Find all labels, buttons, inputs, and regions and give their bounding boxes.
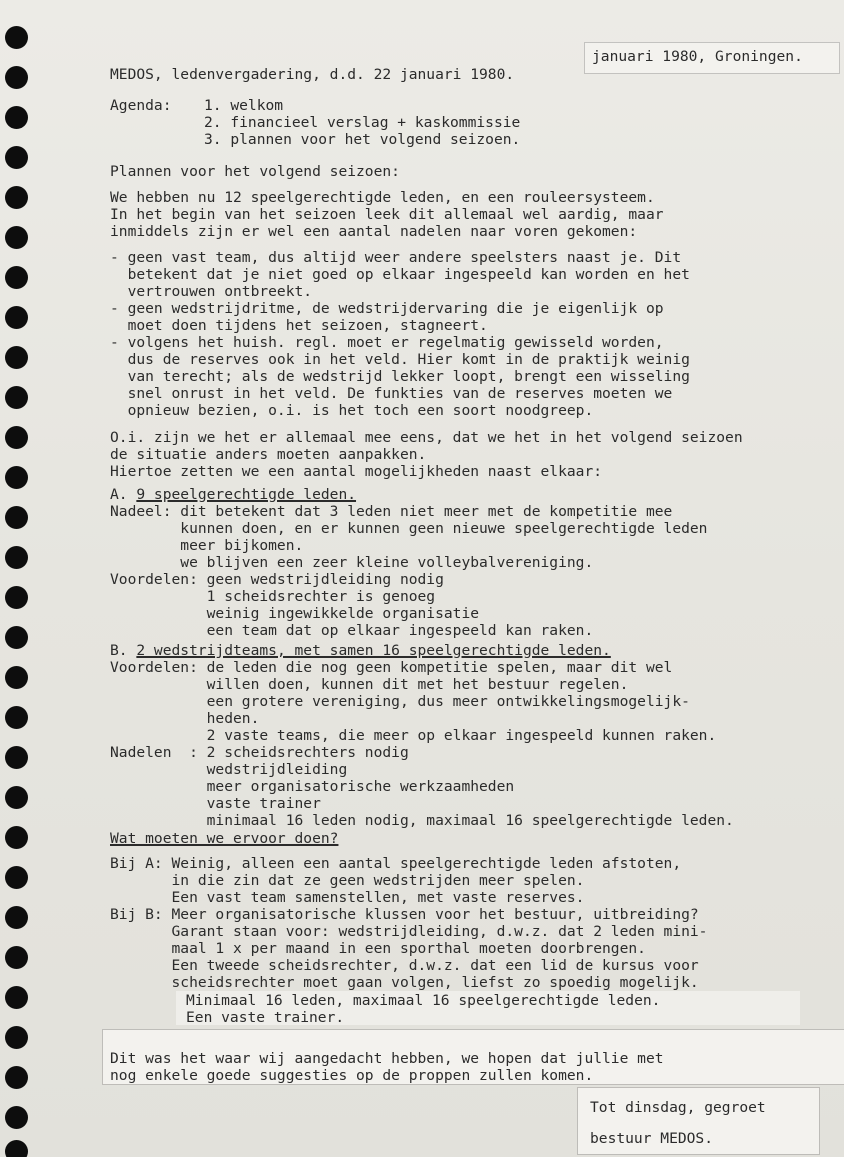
option-b-line: Nadelen : 2 scheidsrechters nodig xyxy=(110,744,409,761)
conclusion-line: O.i. zijn we het er allemaal mee eens, dat we het in het volgend seizoen xyxy=(110,429,743,446)
punch-hole xyxy=(5,506,28,529)
punch-hole xyxy=(5,426,28,449)
todo-line: Een vast team samenstellen, met vaste reserves. xyxy=(110,889,585,906)
todo-line: Een tweede scheidsrechter, d.w.z. dat een lid de kursus voor xyxy=(110,957,699,974)
date-place: januari 1980, Groningen. xyxy=(592,48,803,65)
punch-hole xyxy=(5,1066,28,1089)
option-a-line: meer bijkomen. xyxy=(110,537,304,554)
punch-hole xyxy=(5,666,28,689)
closing-line: Dit was het waar wij aangedacht hebben, we hopen dat jullie met xyxy=(110,1050,664,1067)
punch-hole xyxy=(5,866,28,889)
option-a-line: Nadeel: dit betekent dat 3 leden niet meer met de kompetitie mee xyxy=(110,503,673,520)
plans-intro: inmiddels zijn er wel een aantal nadelen naar voren gekomen: xyxy=(110,223,638,240)
punch-hole xyxy=(5,226,28,249)
todo-line: scheidsrechter moet gaan volgen, liefst zo spoedig mogelijk. xyxy=(110,974,699,991)
option-b-prefix: B. xyxy=(110,642,137,659)
option-b-line: willen doen, kunnen dit met het bestuur regelen. xyxy=(110,676,629,693)
option-b-line: een grotere vereniging, dus meer ontwikkelingsmogelijk- xyxy=(110,693,690,710)
document-title: MEDOS, ledenvergadering, d.d. 22 januari 1980. xyxy=(110,66,515,83)
punch-hole xyxy=(5,906,28,929)
bullet-line: van terecht; als de wedstrijd lekker loopt, brengt een wisseling xyxy=(110,368,690,385)
punch-hole xyxy=(5,706,28,729)
bullet-line: moet doen tijdens het seizoen, stagneert. xyxy=(110,317,488,334)
option-b-line: Voordelen: de leden die nog geen kompetitie spelen, maar dit wel xyxy=(110,659,673,676)
punch-hole xyxy=(5,786,28,809)
greeting: Tot dinsdag, gegroet xyxy=(590,1099,766,1116)
punch-hole xyxy=(5,746,28,769)
conclusion-line: de situatie anders moeten aanpakken. xyxy=(110,446,427,463)
punch-hole xyxy=(5,26,28,49)
option-a-line: we blijven een zeer kleine volleybalvereniging. xyxy=(110,554,594,571)
todo-line: Garant staan voor: wedstrijdleiding, d.w.z. dat 2 leden mini- xyxy=(110,923,708,940)
bullet-line: vertrouwen ontbreekt. xyxy=(110,283,313,300)
punch-hole xyxy=(5,66,28,89)
todo-line: Bij A: Weinig, alleen een aantal speelgerechtigde leden afstoten, xyxy=(110,855,682,872)
option-a-line: kunnen doen, en er kunnen geen nieuwe speelgerechtigde leden xyxy=(110,520,708,537)
punch-hole xyxy=(5,346,28,369)
option-a-line: Voordelen: geen wedstrijdleiding nodig xyxy=(110,571,444,588)
option-a-title: 9 speelgerechtigde leden. xyxy=(136,486,357,503)
todo-pasted-line: Minimaal 16 leden, maximaal 16 speelgerechtigde leden. xyxy=(186,992,661,1009)
punch-hole xyxy=(5,546,28,569)
conclusion-line: Hiertoe zetten we een aantal mogelijkheden naast elkaar: xyxy=(110,463,603,480)
option-a-line: 1 scheidsrechter is genoeg xyxy=(110,588,436,605)
punch-hole xyxy=(5,946,28,969)
punch-hole xyxy=(5,146,28,169)
plans-heading: Plannen voor het volgend seizoen: xyxy=(110,163,400,180)
option-b-line: 2 vaste teams, die meer op elkaar ingespeeld kunnen raken. xyxy=(110,727,717,744)
option-a-line: weinig ingewikkelde organisatie xyxy=(110,605,480,622)
punch-hole xyxy=(5,986,28,1009)
punch-hole xyxy=(5,186,28,209)
option-b-line: wedstrijdleiding xyxy=(110,761,348,778)
bullet-line: snel onrust in het veld. De funkties van de reserves moeten we xyxy=(110,385,673,402)
punch-hole xyxy=(5,626,28,649)
option-b-line: vaste trainer xyxy=(110,795,321,812)
bullet-line: betekent dat je niet goed op elkaar ingespeeld kan worden en het xyxy=(110,266,690,283)
punch-hole xyxy=(5,266,28,289)
todo-line: Bij B: Meer organisatorische klussen voor het bestuur, uitbreiding? xyxy=(110,906,699,923)
punch-hole xyxy=(5,1106,28,1129)
todo-line: maal 1 x per maand in een sporthal moeten doorbrengen. xyxy=(110,940,646,957)
bullet-line: - geen wedstrijdritme, de wedstrijdervaring die je eigenlijk op xyxy=(110,300,664,317)
closing-line: nog enkele goede suggesties op de proppen zullen komen. xyxy=(110,1067,594,1084)
punch-hole xyxy=(5,106,28,129)
punch-hole xyxy=(5,466,28,489)
bullet-line: dus de reserves ook in het veld. Hier komt in de praktijk weinig xyxy=(110,351,690,368)
option-b-title: 2 wedstrijdteams, met samen 16 speelgerechtigde leden. xyxy=(136,642,611,659)
option-b-line: minimaal 16 leden nodig, maximaal 16 speelgerechtigde leden. xyxy=(110,812,734,829)
option-b-line: heden. xyxy=(110,710,260,727)
todo-line: in die zin dat ze geen wedstrijden meer spelen. xyxy=(110,872,585,889)
bullet-line: opnieuw bezien, o.i. is het toch een soort noodgreep. xyxy=(110,402,594,419)
agenda-item: 3. plannen voor het volgend seizoen. xyxy=(204,131,521,148)
bullet-line: - volgens het huish. regl. moet er regelmatig gewisseld worden, xyxy=(110,334,664,351)
option-b-heading xyxy=(110,642,611,659)
agenda-item: 1. welkom xyxy=(204,97,284,114)
punch-hole xyxy=(5,1140,28,1157)
signature: bestuur MEDOS. xyxy=(590,1130,714,1147)
agenda-label: Agenda: xyxy=(110,97,172,114)
plans-intro: In het begin van het seizoen leek dit allemaal wel aardig, maar xyxy=(110,206,664,223)
option-a-prefix: A. xyxy=(110,486,137,503)
bullet-line: - geen vast team, dus altijd weer andere speelsters naast je. Dit xyxy=(110,249,682,266)
punch-hole xyxy=(5,826,28,849)
plans-intro: We hebben nu 12 speelgerechtigde leden, en een rouleersysteem. xyxy=(110,189,655,206)
punch-hole xyxy=(5,586,28,609)
punch-hole xyxy=(5,306,28,329)
todo-heading: Wat moeten we ervoor doen? xyxy=(110,830,339,847)
option-a-line: een team dat op elkaar ingespeeld kan raken. xyxy=(110,622,594,639)
option-a-heading xyxy=(110,486,356,503)
punch-hole xyxy=(5,1026,28,1049)
agenda-item: 2. financieel verslag + kaskommissie xyxy=(204,114,521,131)
punch-hole xyxy=(5,386,28,409)
todo-pasted-line: Een vaste trainer. xyxy=(186,1009,345,1026)
option-b-line: meer organisatorische werkzaamheden xyxy=(110,778,515,795)
